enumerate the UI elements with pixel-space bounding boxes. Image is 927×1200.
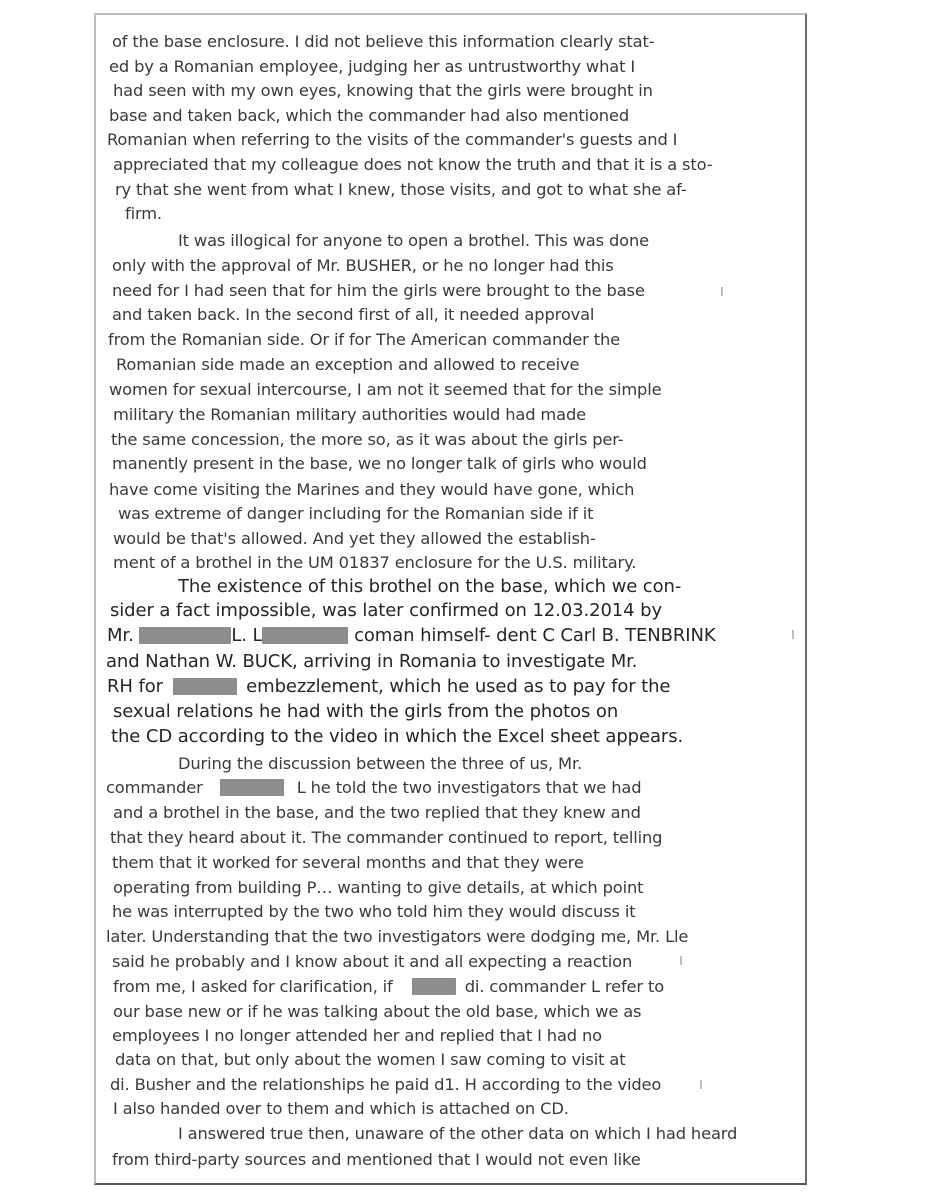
text-line: di. Busher and the relationships he paid d1. H according to the video: [110, 1075, 662, 1094]
text-line: them that it worked for several months and that they were: [112, 853, 584, 872]
text-line: the same concession, the more so, as it was about the girls per-: [111, 430, 624, 449]
scan-mark: [721, 287, 723, 296]
text-line: data on that, but only about the women I saw coming to visit at: [115, 1050, 626, 1069]
text-line: was extreme of danger including for the Romanian side if it: [118, 504, 594, 523]
text-line: that they heard about it. The commander continued to report, telling: [110, 828, 663, 847]
text-line: I also handed over to them and which is attached on CD.: [113, 1099, 569, 1118]
text-line: [107, 626, 716, 646]
text-line: It was illogical for anyone to open a brothel. This was done: [178, 231, 650, 250]
text-line: [106, 778, 641, 798]
text-line: The existence of this brothel on the base, which we con-: [178, 576, 682, 597]
text-line: During the discussion between the three of us, Mr.: [178, 754, 583, 773]
text-fragment: from me, I asked for clarification, if: [113, 977, 393, 996]
redaction-block: [262, 627, 348, 644]
text-line: and taken back. In the second first of all, it needed approval: [112, 305, 595, 324]
text-line: appreciated that my colleague does not know the truth and that it is a sto-: [113, 155, 713, 174]
text-line: firm.: [125, 204, 162, 223]
text-line: Romanian when referring to the visits of the commander's guests and I: [107, 130, 678, 149]
text-line: military the Romanian military authorities would had made: [113, 405, 587, 424]
text-line: of the base enclosure. I did not believe this information clearly stat-: [112, 32, 655, 51]
redaction-block: [173, 678, 237, 695]
redaction-block: [220, 779, 284, 796]
text-line: said he probably and I know about it and all expecting a reaction: [112, 952, 633, 971]
text-fragment: commander: [106, 778, 203, 797]
text-fragment: RH for: [107, 676, 163, 697]
text-line: from third-party sources and mentioned that I would not even like: [112, 1150, 641, 1169]
text-line: would be that's allowed. And yet they allowed the establish-: [113, 529, 596, 548]
text-fragment: L. L: [231, 625, 263, 646]
text-line: the CD according to the video in which the Excel sheet appears.: [111, 726, 684, 747]
scan-mark: [792, 630, 794, 639]
text-line: from the Romanian side. Or if for The American commander the: [108, 330, 621, 349]
text-line: base and taken back, which the commander had also mentioned: [109, 106, 630, 125]
text-line: [113, 977, 664, 997]
text-line: [107, 677, 670, 697]
text-line: need for I had seen that for him the girls were brought to the base: [112, 281, 645, 300]
text-line: I answered true then, unaware of the other data on which I had heard: [178, 1124, 738, 1143]
text-line: sexual relations he had with the girls from the photos on: [113, 701, 619, 722]
text-line: later. Understanding that the two investigators were dodging me, Mr. Lle: [106, 927, 689, 946]
scan-mark: [680, 956, 682, 965]
text-line: Romanian side made an exception and allowed to receive: [116, 355, 580, 374]
text-line: operating from building P… wanting to give details, at which point: [113, 878, 644, 897]
text-line: only with the approval of Mr. BUSHER, or he no longer had this: [112, 256, 614, 275]
redaction-block: [412, 978, 456, 995]
text-fragment: L he told the two investigators that we had: [296, 778, 642, 797]
text-line: our base new or if he was talking about the old base, which we as: [113, 1002, 642, 1021]
text-line: women for sexual intercourse, I am not it seemed that for the simple: [109, 380, 662, 399]
text-line: manently present in the base, we no longer talk of girls who would: [112, 454, 647, 473]
text-fragment: di. commander L refer to: [464, 977, 665, 996]
text-line: sider a fact impossible, was later confirmed on 12.03.2014 by: [110, 600, 663, 621]
text-line: had seen with my own eyes, knowing that the girls were brought in: [113, 81, 653, 100]
text-line: he was interrupted by the two who told him they would discuss it: [112, 902, 636, 921]
text-line: have come visiting the Marines and they would have gone, which: [109, 480, 635, 499]
scan-mark: [700, 1080, 702, 1089]
redaction-block: [139, 627, 231, 644]
text-line: and a brothel in the base, and the two replied that they knew and: [113, 803, 641, 822]
text-line: employees I no longer attended her and replied that I had no: [112, 1026, 602, 1045]
text-fragment: Mr.: [107, 625, 134, 646]
text-fragment: embezzlement, which he used as to pay for the: [246, 676, 671, 697]
text-line: ed by a Romanian employee, judging her as untrustworthy what I: [109, 57, 635, 76]
text-line: ry that she went from what I knew, those visits, and got to what she af-: [115, 180, 687, 199]
text-line: ment of a brothel in the UM 01837 enclosure for the U.S. military.: [113, 553, 637, 572]
text-line: and Nathan W. BUCK, arriving in Romania to investigate Mr.: [106, 651, 638, 672]
text-fragment: coman himself- dent C Carl B. TENBRINK: [354, 625, 716, 646]
